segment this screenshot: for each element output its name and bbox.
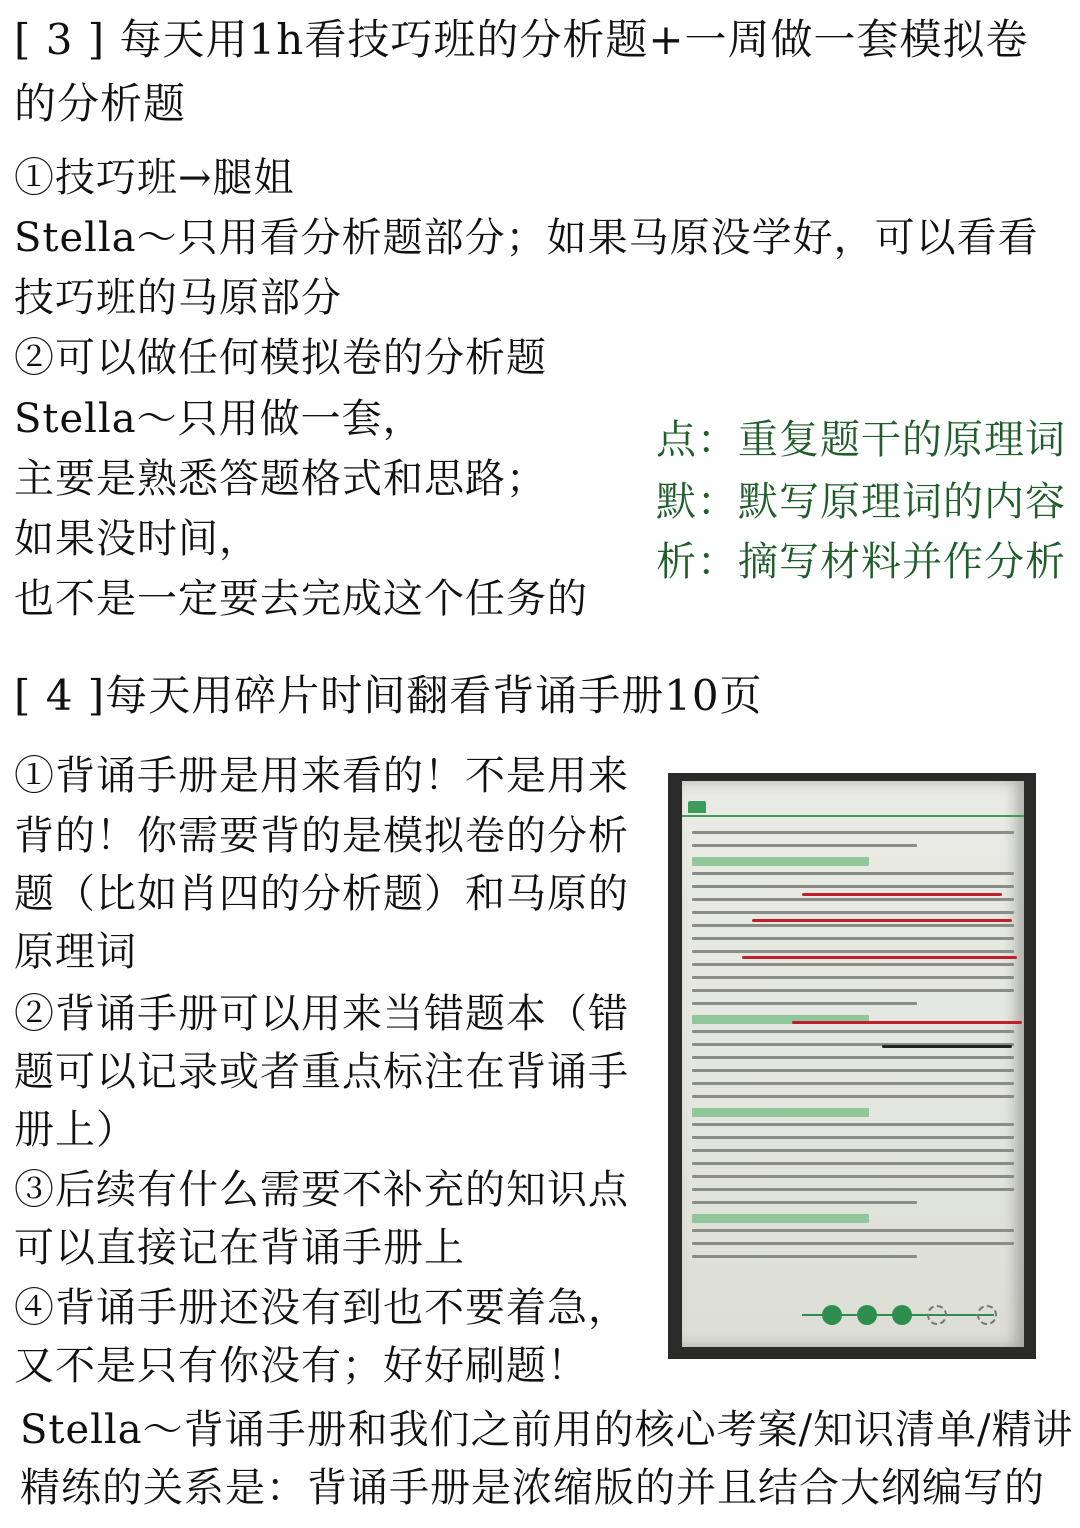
handbook-page — [682, 781, 1024, 1347]
page-header — [682, 795, 1024, 817]
progress-dot-icon — [927, 1305, 947, 1325]
section4-stella-line2: 精练的关系是：背诵手册是浓缩版的并且结合大纲编写的 — [20, 1465, 1045, 1511]
section3-heading-line1: [ 3 ] 每天用1h看技巧班的分析题+一周做一套模拟卷 — [14, 15, 1029, 64]
section4-stella-line1: Stella～背诵手册和我们之前用的核心考案/知识清单/精讲 — [20, 1407, 1074, 1453]
section3-heading-line2: 的分析题 — [14, 79, 187, 128]
section3-stella1-line2: 技巧班的马原部分 — [14, 275, 342, 321]
page-footer — [692, 1301, 1014, 1329]
section4-line-10: ④背诵手册还没有到也不要着急， — [14, 1285, 629, 1331]
handwritten-note — [802, 893, 1002, 896]
section4-line-11: 又不是只有你没有；好好刷题！ — [14, 1343, 588, 1389]
section4-line-2: 背的！你需要背的是模拟卷的分析 — [14, 813, 629, 859]
tip-mo: 默：默写原理词的内容 — [656, 479, 1066, 525]
section3-item1: ①技巧班→腿姐 — [14, 155, 295, 201]
section3-stella2-line3: 如果没时间， — [14, 516, 260, 562]
progress-dot-icon — [892, 1305, 912, 1325]
tip-xi: 析：摘写材料并作分析 — [656, 539, 1066, 585]
section3-stella2-line1: Stella～只用做一套， — [14, 396, 424, 442]
book-icon — [688, 801, 706, 813]
page-text-rows — [692, 831, 1014, 1268]
section4-line-8: ③后续有什么需要不补充的知识点 — [14, 1167, 629, 1213]
section3-stella2-line4: 也不是一定要去完成这个任务的 — [14, 576, 588, 622]
check-circle-icon — [977, 1305, 997, 1325]
handwritten-note — [882, 1045, 1012, 1048]
section3-stella2-line2: 主要是熟悉答题格式和思路； — [14, 456, 547, 502]
section4-line-6: 题可以记录或者重点标注在背诵手 — [14, 1049, 629, 1095]
handbook-page-photo — [668, 773, 1036, 1359]
progress-dot-icon — [822, 1305, 842, 1325]
section3-stella1-line1: Stella～只用看分析题部分；如果马原没学好，可以看看 — [14, 215, 1039, 261]
tip-dian: 点：重复题干的原理词 — [656, 417, 1066, 463]
handwritten-note — [752, 919, 1012, 922]
handwritten-note — [742, 956, 1017, 959]
handwritten-note — [792, 1021, 1022, 1024]
progress-dot-icon — [857, 1305, 877, 1325]
section4-line-5: ②背诵手册可以用来当错题本（错 — [14, 991, 629, 1037]
section4-heading: [ 4 ]每天用碎片时间翻看背诵手册10页 — [14, 671, 763, 720]
section4-line-9: 可以直接记在背诵手册上 — [14, 1225, 465, 1271]
section4-line-1: ①背诵手册是用来看的！不是用来 — [14, 753, 629, 799]
section4-line-4: 原理词 — [14, 929, 137, 975]
section4-line-3: 题（比如肖四的分析题）和马原的 — [14, 871, 629, 917]
section3-item2: ②可以做任何模拟卷的分析题 — [14, 335, 547, 381]
section4-line-7: 册上） — [14, 1107, 137, 1153]
